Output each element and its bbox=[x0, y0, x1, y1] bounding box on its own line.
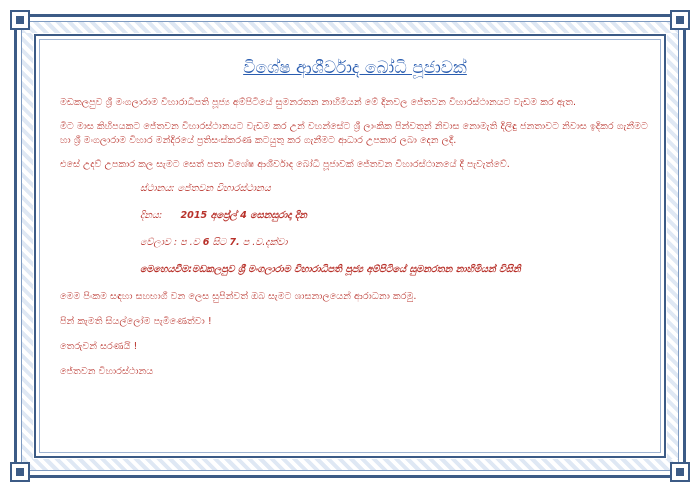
blessing-line-1: පින් කැමති සියල්ලෝම පැමිණෙත්වා ! bbox=[60, 316, 212, 327]
blessing-line-2: තෙරුවන් සරණයි ! bbox=[60, 341, 138, 352]
event-details bbox=[140, 182, 650, 277]
document-body bbox=[60, 58, 650, 390]
paragraph-announcement: එසේ උදව් උපකාර කල සැමට සෙත් පතා විශේෂ ආශීර්වාද බෝධි පූජාවක් ජේතවන විහාරස්ථානයේ දී පැවැත්වේ. bbox=[60, 159, 510, 170]
event-date-label: දිනය: bbox=[140, 210, 163, 221]
event-time bbox=[140, 236, 650, 250]
event-led-by bbox=[140, 263, 650, 277]
corner-ornament-top-right bbox=[670, 10, 690, 30]
corner-ornament-top-left bbox=[10, 10, 30, 30]
corner-ornament-bottom-right bbox=[670, 462, 690, 482]
event-time-suffix: ප .ව.දක්වා bbox=[242, 237, 288, 248]
event-date-value: 2015 අප්‍රේල් 4 සෙනසුරාදා දින bbox=[180, 210, 307, 221]
corner-ornament-bottom-left bbox=[10, 462, 30, 482]
event-time-end: 7. bbox=[229, 237, 240, 248]
paragraph-background: මීට මාස කිහිපයකට ජේතවන විහාරස්ථානයට වැඩම කර උන් වහන්සේට ශ්‍රී ලාංකික පින්වතුන් නිවාස නොමැති දිලිඳු ජනතාවට නිවාස ඉදිකර ගැනීමට හා ශ්‍රී මංගලාරාම විහාර මන්දිරයේ ප්‍රතිසංස්කරණ කටයුතු කර ගැනීමට ආධාර උපකාර ලබා දෙන ලදී. bbox=[60, 121, 648, 146]
invitation-line: මෙම පිංකම සඳහා සහභාගී වන ලෙස සුපින්වත් ඔබ සැමට ශාසනාලයෙන් ආරාධනා කරමු. bbox=[60, 291, 417, 302]
document-title: විශේෂ ආශීර්වාද බෝධි පූජාවක් bbox=[243, 58, 467, 78]
event-time-label: වේලාව : ප .ව bbox=[140, 237, 200, 248]
signature-line: ජේතවන විහාරස්ථානය bbox=[60, 366, 154, 377]
event-venue: ස්ථානය: ජේතවන විහාරස්ථානය bbox=[140, 183, 271, 194]
event-time-start: 6 bbox=[202, 237, 210, 248]
event-led-by-text: මෙහෙයවීම:මඩකලපුව ශ්‍රී මංගලාරාම විහාරාධිපති පූජ්‍ය අම්පිටියේ සුමනරතන නාහිමියන් විසිනි bbox=[140, 264, 521, 275]
event-date bbox=[140, 209, 650, 223]
event-time-mid: සිට bbox=[212, 237, 227, 248]
paragraph-intro: මඩකලපුව ශ්‍රී මංගලාරාම විහාරාධිපති පූජ්‍ය අම්පිටියේ සුමනරතන නාහිමියන් මේ දිනවල ජේතවන විහාරස්ථානයට වැඩම කර ඇත. bbox=[60, 97, 577, 108]
